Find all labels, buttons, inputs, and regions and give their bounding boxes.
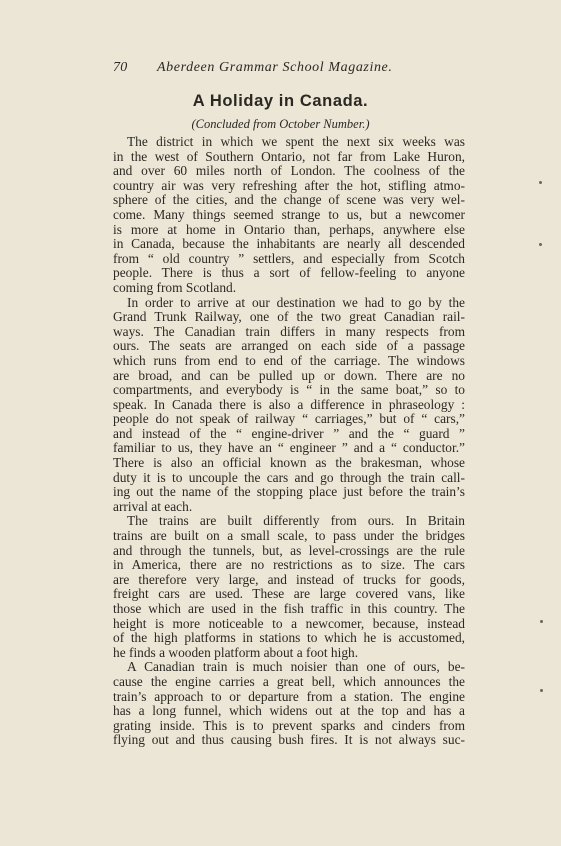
article-subtitle: (Concluded from October Number.)	[191, 117, 370, 131]
text-line: In order to arrive at our destination we had to go by the	[127, 294, 465, 310]
text-line: has a long funnel, which widens out at the top and has a	[113, 703, 465, 719]
text-line: in the west of Southern Ontario, not far from Lake Huron,	[113, 148, 465, 164]
magazine-title: Aberdeen Grammar School Magazine.	[157, 60, 393, 75]
text-line: ways. The Canadian train differs in many respects from	[113, 323, 465, 339]
text-line: come. Many things seemed strange to us, but a newcomer	[113, 206, 465, 222]
text-line: trains are built on a small scale, to pass under the bridges	[113, 528, 465, 544]
text-line: people do not speak of railway “ carriages,” but of “ cars,”	[113, 411, 465, 427]
text-line: he finds a wooden platform about a foot high.	[113, 644, 359, 660]
text-line: country air was very refreshing after the hot, stifling atmo-	[113, 177, 465, 193]
text-line: The district in which we spent the next six weeks was	[127, 134, 465, 149]
text-line: The trains are built differently from ours. In Britain	[127, 513, 465, 529]
text-line: are broad, and can be pulled up or down. There are no	[113, 367, 465, 383]
text-line: familiar to us, they have an “ engineer ” and a “ conductor.”	[113, 440, 465, 456]
text-line: in America, there are no restrictions as to size. The cars	[113, 557, 465, 573]
text-line: compartments, and everybody is “ in the same boat,” so to	[113, 382, 465, 398]
text-line: are therefore very large, and instead of trucks for goods,	[113, 571, 465, 587]
text-line: those which are used in the fish traffic in this country. The	[113, 601, 465, 616]
page-header	[113, 60, 453, 76]
text-line: freight cars are used. These are large covered vans, like	[113, 586, 465, 602]
text-line: grating inside. This is to prevent sparks and cinders from	[113, 717, 465, 733]
text-line: ing out the name of the stopping place just before the train’s	[113, 484, 465, 500]
text-line: flying out and thus causing bush fires. It is not always suc-	[113, 732, 465, 748]
text-line: and through the tunnels, but, as level-crossings are the rule	[113, 542, 465, 558]
text-line: and over 60 miles north of London. The coolness of the	[113, 163, 465, 179]
paper-speck	[539, 181, 542, 184]
text-line: coming from Scotland.	[113, 279, 237, 295]
paper-speck	[540, 620, 543, 623]
text-line: speak. In Canada there is also a difference in phraseology :	[113, 396, 465, 412]
text-line: which runs from end to end of the carriage. The windows	[113, 352, 465, 368]
text-line: sphere of the cities, and the change of scene was very wel-	[113, 192, 465, 208]
text-line: height is more noticeable to a newcomer, because, instead	[113, 615, 465, 631]
text-line: ours. The seats are arranged on each side of a passage	[113, 338, 465, 354]
text-line: from “ old country ” settlers, and especially from Scotch	[113, 250, 465, 266]
text-line: is more at home in Ontario than, perhaps, anywhere else	[113, 221, 465, 237]
text-line: arrival at each.	[113, 498, 193, 514]
text-line: Grand Trunk Railway, one of the two great Canadian rail-	[113, 309, 465, 325]
text-line: There is also an official known as the brakesman, whose	[113, 455, 465, 471]
text-line: people. There is thus a sort of fellow-feeling to anyone	[113, 265, 465, 281]
paper-speck	[540, 689, 543, 692]
text-line: of the high platforms in stations to which he is accustomed,	[113, 630, 465, 646]
text-line: duty it is to uncouple the cars and go through the train call-	[113, 469, 465, 485]
article-body	[113, 135, 465, 748]
text-line: and instead of the “ engine-driver ” and the “ guard ”	[113, 425, 465, 441]
text-line: cause the engine carries a great bell, which announces the	[113, 673, 465, 689]
text-line: in Canada, because the inhabitants are nearly all descended	[113, 236, 465, 252]
page-number: 70	[113, 60, 128, 75]
paper-speck	[539, 243, 542, 246]
text-line: A Canadian train is much noisier than one of ours, be-	[127, 659, 465, 675]
article-title: A Holiday in Canada.	[192, 92, 369, 110]
text-line: train’s approach to or departure from a station. The engine	[113, 688, 465, 704]
